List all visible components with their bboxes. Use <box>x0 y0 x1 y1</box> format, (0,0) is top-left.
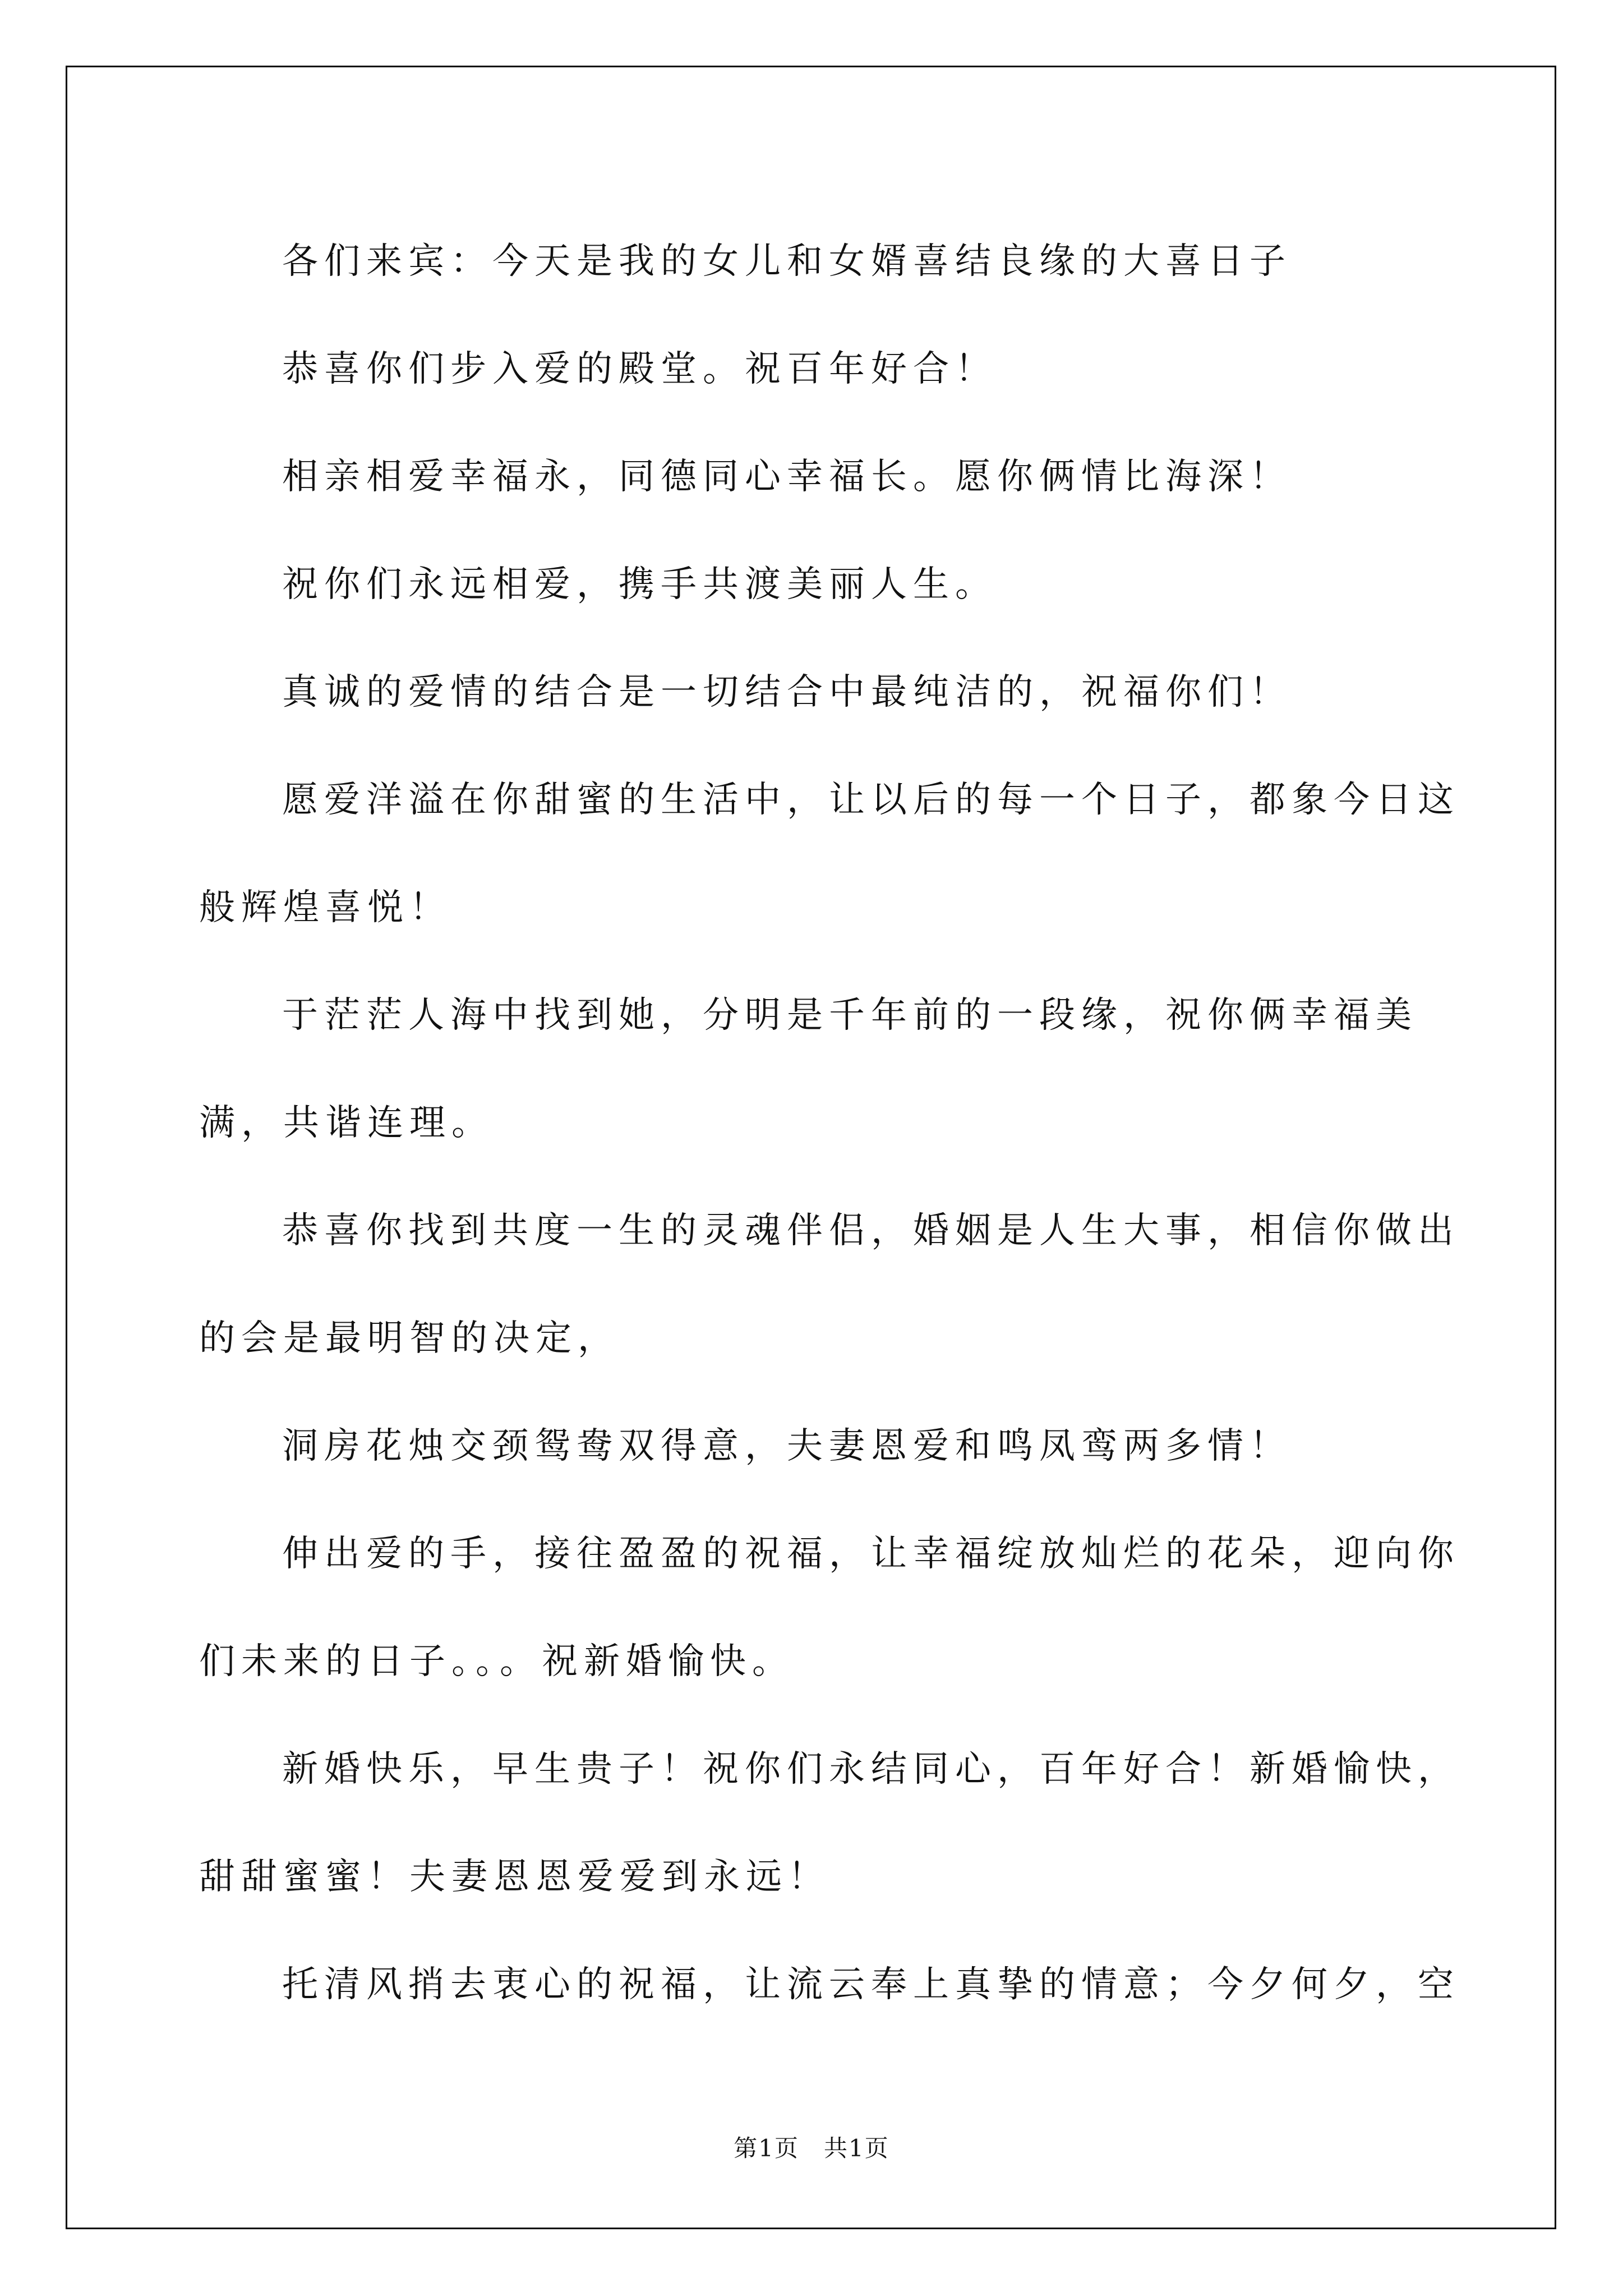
paragraph: 恭喜你找到共度一生的灵魂伴侣，婚姻是人生大事，相信你做出的会是最明智的决定， <box>199 1210 1460 1359</box>
paragraph: 洞房花烛交颈鸳鸯双得意，夫妻恩爱和鸣凤鸾两多情！ <box>282 1425 1292 1467</box>
paragraph: 伸出爱的手，接往盈盈的祝福，让幸福绽放灿烂的花朵，迎向你们未来的日子。。。祝新婚愉快。 <box>199 1533 1460 1682</box>
document-body <box>199 208 1467 2039</box>
paragraph: 于茫茫人海中找到她，分明是千年前的一段缘，祝你俩幸福美满，共谐连理。 <box>199 995 1418 1144</box>
paragraph: 愿爱洋溢在你甜蜜的生活中，让以后的每一个日子，都象今日这般辉煌喜悦！ <box>199 779 1460 928</box>
paragraph: 相亲相爱幸福永，同德同心幸福长。愿你俩情比海深！ <box>282 456 1292 498</box>
page-number-footer: 第1页 共1页 <box>734 2134 889 2162</box>
paragraph: 真诚的爱情的结合是一切结合中最纯洁的，祝福你们！ <box>282 671 1292 713</box>
paragraph: 托清风捎去衷心的祝福，让流云奉上真挚的情意；今夕何夕，空 <box>282 1964 1460 2005</box>
paragraph: 新婚快乐，早生贵子！祝你们永结同心，百年好合！新婚愉快，甜甜蜜蜜！夫妻恩恩爱爱到永远！ <box>199 1749 1460 1898</box>
paragraph: 祝你们永远相爱，携手共渡美丽人生。 <box>282 564 997 605</box>
paragraph: 各们来宾：今天是我的女儿和女婿喜结良缘的大喜日子 <box>282 241 1292 282</box>
paragraph: 恭喜你们步入爱的殿堂。祝百年好合！ <box>282 348 997 390</box>
